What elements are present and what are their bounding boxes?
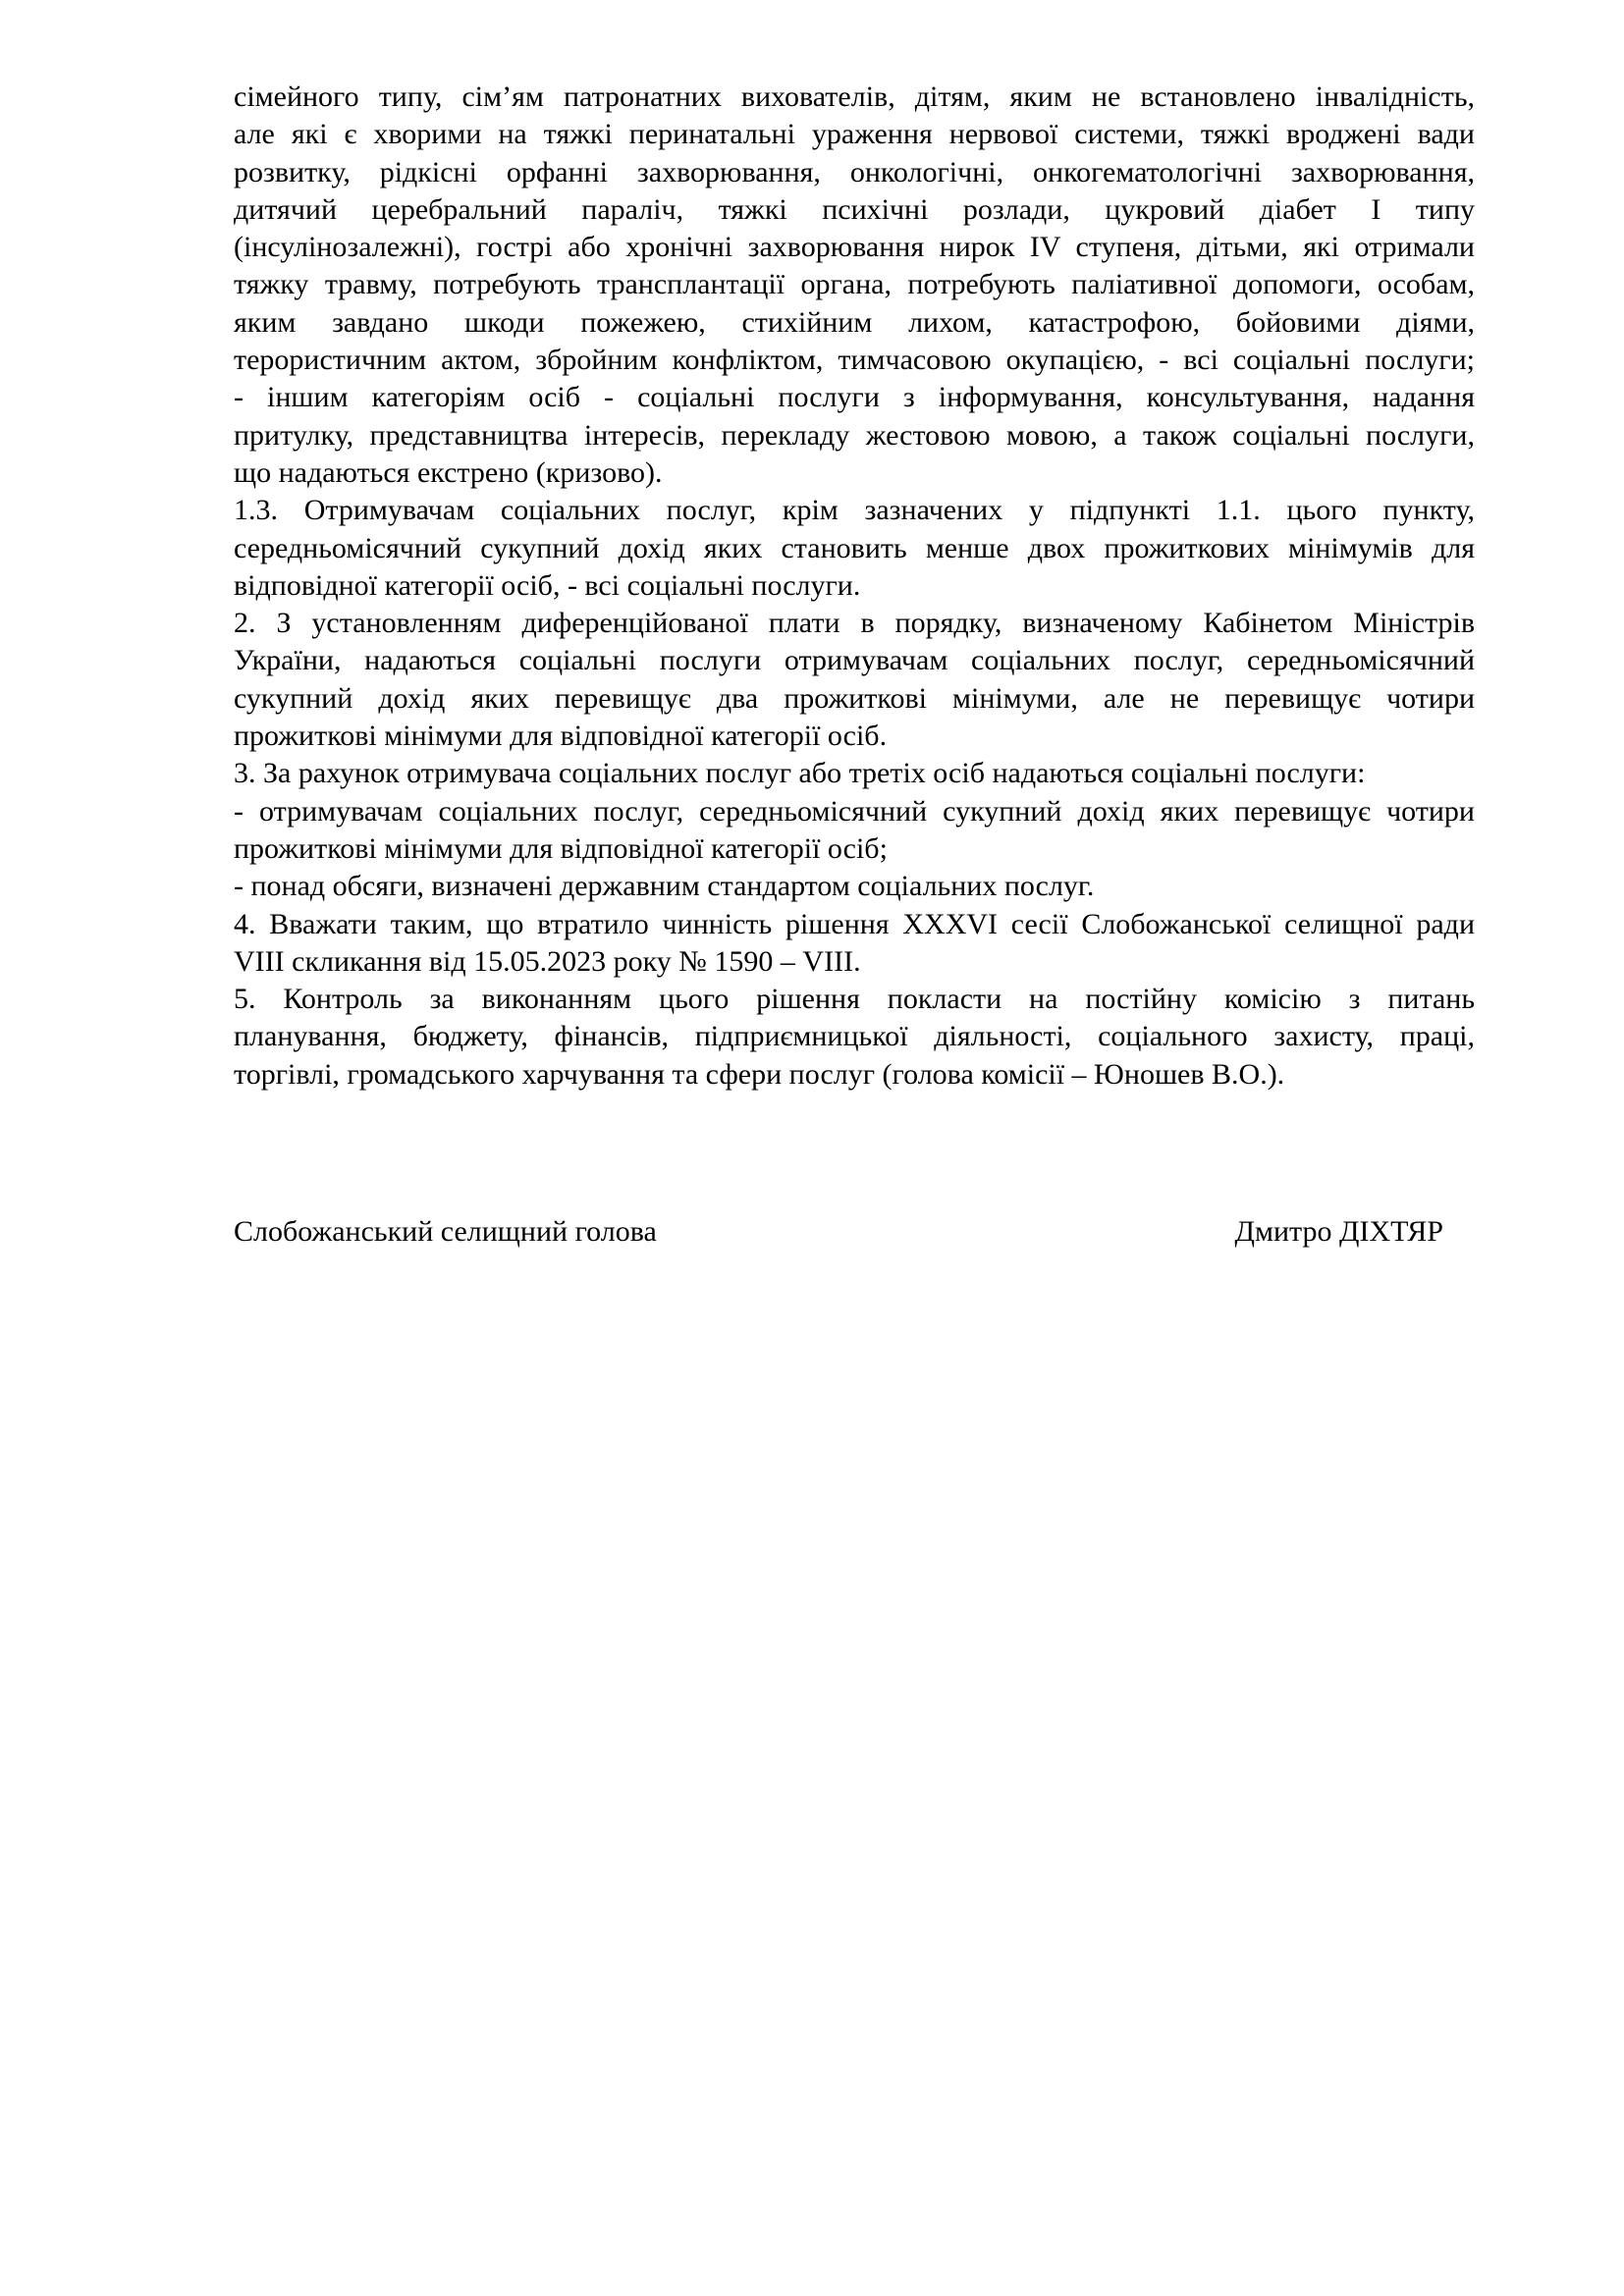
signatory-position: Слобожанський селищний голова — [234, 1215, 657, 1248]
text-line: сімейного типу, сім’ям патронатних вихователів, дітям, яким не встановлено інвалідність, — [234, 80, 1475, 113]
text-line: але які є хворими на тяжкі перинатальні ураження нервової системи, тяжкі вроджені вади — [234, 118, 1475, 151]
text-line: притулку, представництва інтересів, перекладу жестовою мовою, а також соціальні послуги, — [234, 418, 1475, 452]
text-line: 2. З установленням диференційованої плати в порядку, визначеному Кабінетом Міністрів — [234, 607, 1475, 640]
text-line: тяжку травму, потребують трансплантації органа, потребують паліативної допомоги, особам, — [234, 268, 1475, 301]
text-line: України, надаються соціальні послуги отримувачам соціальних послуг, середньомісячний — [234, 644, 1475, 677]
document-body — [234, 79, 1475, 1094]
text-line: розвитку, рідкісні орфанні захворювання, онкологічні, онкогематологічні захворювання, — [234, 155, 1475, 188]
text-line: планування, бюджету, фінансів, підприємницької діяльності, соціального захисту, праці, — [234, 1020, 1475, 1053]
text-line: прожиткові мінімуми для відповідної категорії осіб. — [234, 720, 888, 753]
text-line: що надаються екстрено (кризово). — [234, 455, 663, 489]
text-line: прожиткові мінімуми для відповідної категорії осіб; — [234, 831, 888, 865]
text-line: VIII скликання від 15.05.2023 року № 1590 – VIII. — [234, 944, 861, 978]
text-line: дитячий церебральний параліч, тяжкі психічні розлади, цукровий діабет І типу — [234, 192, 1475, 226]
signatory-name: Дмитро ДІХТЯР — [1234, 1215, 1443, 1248]
text-line: сукупний дохід яких перевищує два прожиткові мінімуми, але не перевищує чотири — [234, 681, 1475, 715]
text-line: - іншим категоріям осіб - соціальні послуги з інформування, консультування, надання — [234, 381, 1475, 414]
text-line: 3. За рахунок отримувача соціальних послуг або третіх осіб надаються соціальні послуги: — [234, 757, 1366, 790]
text-line: 5. Контроль за виконанням цього рішення покласти на постійну комісію з питань — [234, 983, 1475, 1016]
text-line: торгівлі, громадського харчування та сфери послуг (голова комісії – Юношев В.О.). — [234, 1057, 1285, 1091]
text-line: - отримувачам соціальних послуг, середньомісячний сукупний дохід яких перевищує чотири — [234, 794, 1475, 828]
text-line: 4. Вважати таким, що втратило чинність рішення ХХХVІ сесії Слобожанської селищної ради — [234, 907, 1475, 940]
text-line: терористичним актом, збройним конфліктом, тимчасовою окупацією, - всі соціальні послуги; — [234, 344, 1475, 377]
text-line: - понад обсяги, визначені державним стандартом соціальних послуг. — [234, 870, 1095, 903]
text-line: середньомісячний сукупний дохід яких становить менше двох прожиткових мінімумів для — [234, 531, 1475, 564]
text-line: яким завдано шкоди пожежею, стихійним лихом, катастрофою, бойовими діями, — [234, 305, 1475, 339]
text-line: 1.3. Отримувачам соціальних послуг, крім зазначених у підпункті 1.1. цього пункту, — [234, 494, 1475, 527]
text-line: відповідної категорії осіб, - всі соціальні послуги. — [234, 568, 861, 602]
text-line: (інсулінозалежні), гострі або хронічні захворювання нирок IV ступеня, дітьми, які отримали — [234, 231, 1475, 264]
